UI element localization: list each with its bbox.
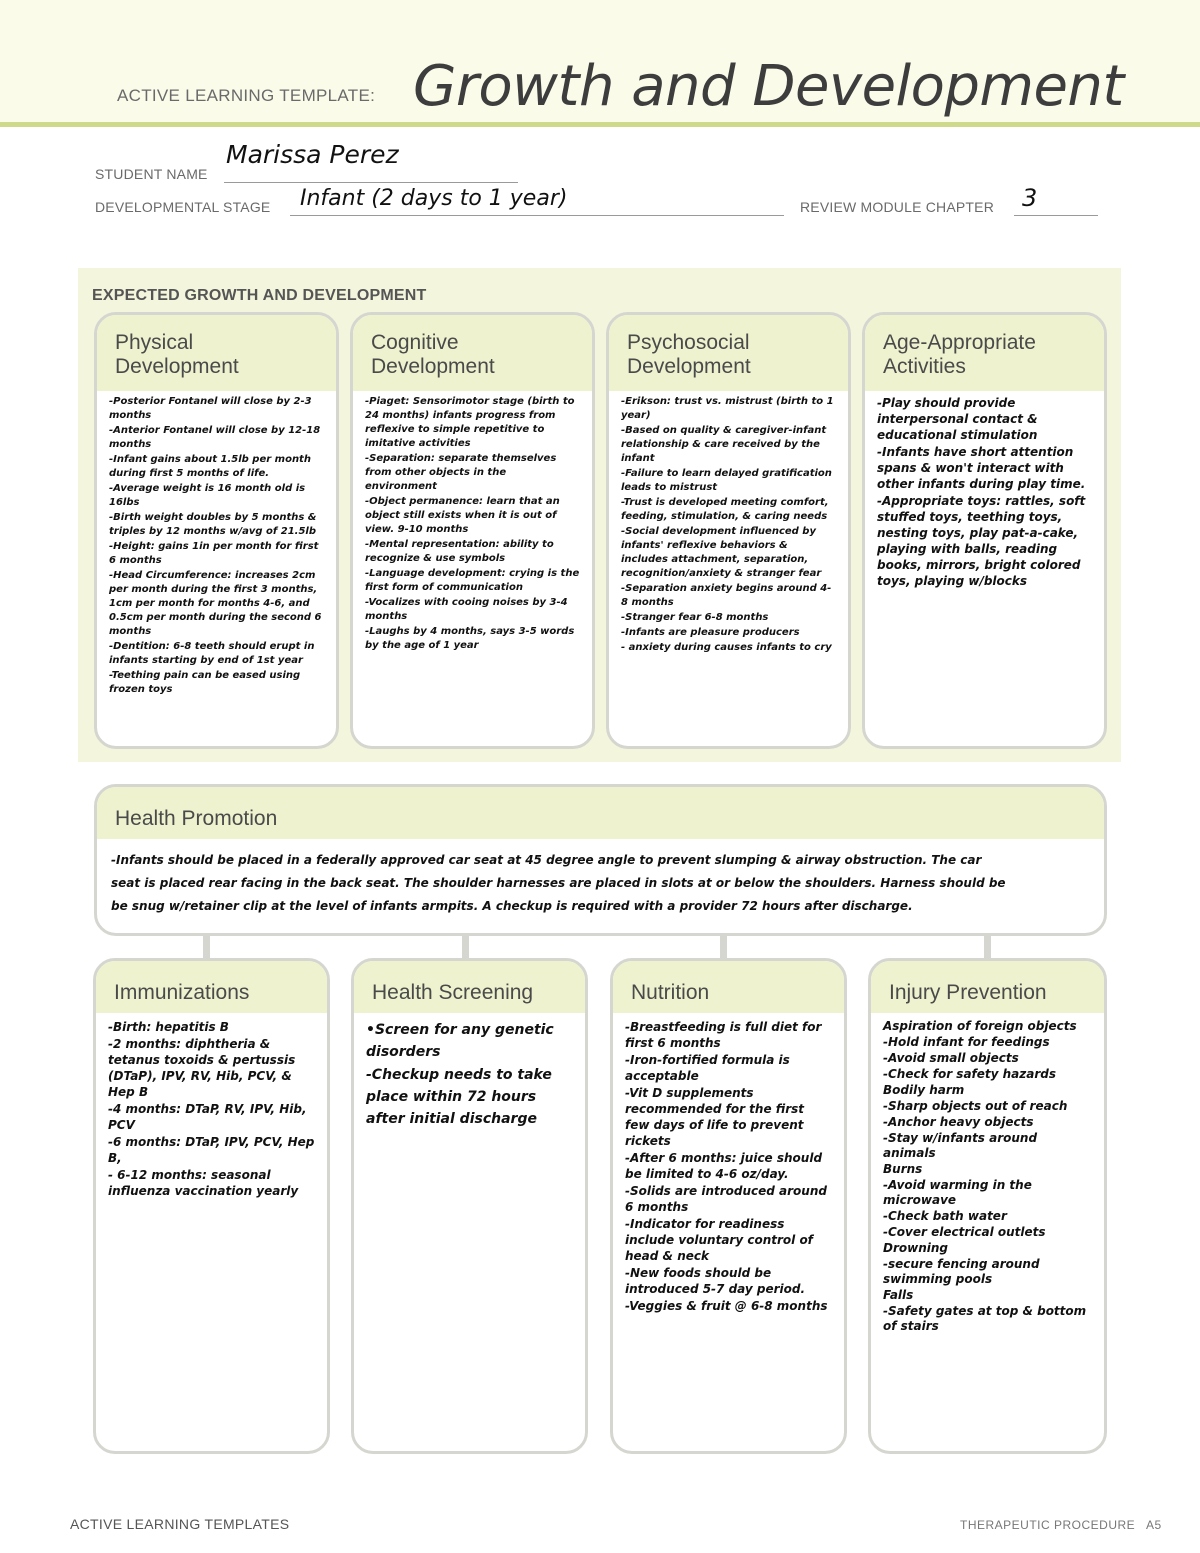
card-body (865, 391, 1104, 589)
expected-section-title: EXPECTED GROWTH AND DEVELOPMENT (92, 287, 427, 304)
text-line: -Infants should be placed in a federally approved car seat at 45 degree angle to prevent slumping & airway obstruction. The car (111, 853, 982, 867)
card-title-line1: Psychosocial (627, 331, 750, 354)
list-item: -6 months: DTaP, IPV, PCV, Hep B, (108, 1135, 315, 1165)
list-item: -Separation: separate themselves from other objects in the environment (365, 453, 557, 492)
student-name-label: STUDENT NAME (95, 166, 208, 182)
list-item: -Failure to learn delayed gratification leads to mistrust (621, 468, 832, 493)
chapter-value: 3 (1022, 184, 1038, 212)
page-title: Growth and Development (413, 54, 1124, 119)
card-title-line1: Physical (115, 331, 194, 354)
list-item: -2 months: diphtheria & tetanus toxoids & pertussis (DTaP), IPV, RV, Hib, PCV, & Hep B (108, 1037, 296, 1099)
card-header (609, 315, 848, 391)
card-header (865, 315, 1104, 391)
card-body (609, 391, 848, 655)
template-label: ACTIVE LEARNING TEMPLATE: (117, 86, 376, 105)
list-item: -Object permanence: learn that an object still exists when it is out of view. 9-10 months (365, 496, 560, 535)
list-item: -Breastfeeding is full diet for first 6 months (625, 1020, 822, 1050)
list-item: Bodily harm (883, 1083, 965, 1097)
list-item: -Infants have short attention spans & won't interact with other infants during play time. (877, 445, 1086, 491)
list-item: -Birth: hepatitis B (108, 1020, 229, 1034)
card-title: Nutrition (613, 961, 844, 1013)
list-item: -Check for safety hazards (883, 1067, 1057, 1081)
list-item: -Check bath water (883, 1209, 1007, 1223)
health-promotion-title: Health Promotion (97, 787, 1104, 839)
list-item: Aspiration of foreign objects (883, 1019, 1077, 1033)
list-item: -Play should provide interpersonal contact & educational stimulation (877, 396, 1038, 442)
age-appropriate-activities-card (862, 312, 1107, 749)
physical-development-card (94, 312, 339, 749)
list-item: Drowning (883, 1241, 948, 1255)
list-item: -Infants are pleasure producers (621, 627, 800, 638)
card-header (353, 315, 592, 391)
list-item: •Screen for any genetic disorders (366, 1022, 554, 1060)
list-item: -After 6 months: juice should be limited to 4-6 oz/day. (625, 1151, 823, 1181)
nutrition-card (610, 958, 847, 1454)
list-item: -secure fencing around swimming pools (883, 1257, 1040, 1286)
list-item: -Avoid warming in the microwave (883, 1178, 1032, 1207)
list-item: -Vit D supplements recommended for the first few days of life to prevent rickets (625, 1086, 804, 1148)
list-item: -Sharp objects out of reach (883, 1099, 1068, 1113)
card-body (97, 391, 336, 697)
list-item: -Language development: crying is the first form of communication (365, 568, 580, 593)
list-item: -Safety gates at top & bottom of stairs (883, 1304, 1087, 1333)
list-item: -Anterior Fontanel will close by 12-18 months (109, 425, 321, 450)
list-item: -Appropriate toys: rattles, soft stuffed toys, teething toys, nesting toys, play pat-a-cake, playing with balls, reading books, mirrors, bright colored toys, playing w/blocks (877, 494, 1086, 588)
stage-field[interactable] (290, 186, 784, 216)
list-item: -Erikson: trust vs. mistrust (birth to 1 year) (621, 396, 834, 421)
list-item: -Indicator for readiness include voluntary control of head & neck (625, 1217, 813, 1263)
list-item: -Average weight is 16 month old is 16lbs (109, 483, 306, 508)
student-name-field[interactable] (224, 140, 518, 183)
text-line: be snug w/retainer clip at the level of infants armpits. A checkup is required with a provider 72 hours after discharge. (111, 899, 913, 913)
list-item: -Mental representation: ability to recognize & use symbols (365, 539, 554, 564)
immunizations-card (93, 958, 330, 1454)
card-header (97, 315, 336, 391)
chapter-field[interactable] (1014, 184, 1098, 216)
card-title-line1: Cognitive (371, 331, 459, 354)
list-item: -Teething pain can be eased using frozen toys (109, 670, 301, 695)
card-body (96, 1013, 327, 1199)
cognitive-development-card (350, 312, 595, 749)
card-body (354, 1013, 585, 1130)
list-item: -Avoid small objects (883, 1051, 1019, 1065)
health-promotion-card (94, 784, 1107, 936)
card-title: Immunizations (96, 961, 327, 1013)
list-item: -Stay w/infants around animals (883, 1131, 1038, 1160)
list-item: -Social development influenced by infants' reflexive behaviors & includes attachment, separation, recognition/anxiety & stranger fear (621, 526, 822, 579)
list-item: -4 months: DTaP, RV, IPV, Hib, PCV (108, 1102, 307, 1132)
list-item: -New foods should be introduced 5-7 day period. (625, 1266, 806, 1296)
list-item: -Laughs by 4 months, says 3-5 words by the age of 1 year (365, 626, 575, 651)
card-title: Health Screening (354, 961, 585, 1013)
list-item: -Veggies & fruit @ 6-8 months (625, 1299, 828, 1313)
card-body (353, 391, 592, 653)
list-item: Burns (883, 1162, 923, 1176)
header-rule (0, 122, 1200, 127)
student-name-value: Marissa Perez (226, 140, 399, 169)
card-title-line2: Development (115, 355, 239, 378)
list-item: - 6-12 months: seasonal influenza vaccination yearly (108, 1168, 299, 1198)
list-item: -Trust is developed meeting comfort, feeding, stimulation, & caring needs (621, 497, 829, 522)
health-screening-card (351, 958, 588, 1454)
card-title-line2: Activities (883, 355, 966, 378)
card-title-line2: Development (371, 355, 495, 378)
list-item: -Iron-fortified formula is acceptable (625, 1053, 790, 1083)
list-item: -Vocalizes with cooing noises by 3-4 months (365, 597, 568, 622)
list-item: -Stranger fear 6-8 months (621, 612, 769, 623)
chapter-label: REVIEW MODULE CHAPTER (800, 199, 994, 215)
list-item: -Infant gains about 1.5lb per month during first 5 months of life. (109, 454, 311, 479)
list-item: -Birth weight doubles by 5 months & triples by 12 months w/avg of 21.5lb (109, 512, 317, 537)
stage-value: Infant (2 days to 1 year) (300, 186, 568, 211)
health-promotion-body (97, 839, 1104, 928)
stage-label: DEVELOPMENTAL STAGE (95, 199, 271, 215)
list-item: Falls (883, 1288, 914, 1302)
list-item: -Posterior Fontanel will close by 2-3 months (109, 396, 312, 421)
list-item: -Cover electrical outlets (883, 1225, 1046, 1239)
list-item: -Height: gains 1in per month for first 6 months (109, 541, 319, 566)
footer-right: THERAPEUTIC PROCEDURE A5 (960, 1518, 1162, 1532)
list-item: -Solids are introduced around 6 months (625, 1184, 827, 1214)
injury-prevention-card (868, 958, 1107, 1454)
list-item: - anxiety during causes infants to cry (621, 642, 832, 653)
psychosocial-development-card (606, 312, 851, 749)
card-body (613, 1013, 844, 1314)
card-title-line1: Age-Appropriate (883, 331, 1036, 354)
footer-left: ACTIVE LEARNING TEMPLATES (70, 1516, 290, 1532)
list-item: -Hold infant for feedings (883, 1035, 1050, 1049)
card-body (871, 1013, 1104, 1334)
list-item: -Head Circumference: increases 2cm per month during the first 3 months, 1cm per month for months 4-6, and 0.5cm per month during the second 6 months (109, 570, 322, 637)
list-item: -Checkup needs to take place within 72 hours after initial discharge (366, 1067, 552, 1127)
list-item: -Based on quality & caregiver-infant relationship & care received by the infant (621, 425, 827, 464)
list-item: -Separation anxiety begins around 4-8 months (621, 583, 832, 608)
card-title-line2: Development (627, 355, 751, 378)
list-item: -Anchor heavy objects (883, 1115, 1034, 1129)
list-item: -Dentition: 6-8 teeth should erupt in infants starting by end of 1st year (109, 641, 315, 666)
list-item: -Piaget: Sensorimotor stage (birth to 24 months) infants progress from reflexive to simple repetitive to imitative activities (365, 396, 575, 449)
text-line: seat is placed rear facing in the back seat. The shoulder harnesses are placed in slots at or below the shoulders. Harness should be (111, 876, 1006, 890)
card-title: Injury Prevention (871, 961, 1104, 1013)
